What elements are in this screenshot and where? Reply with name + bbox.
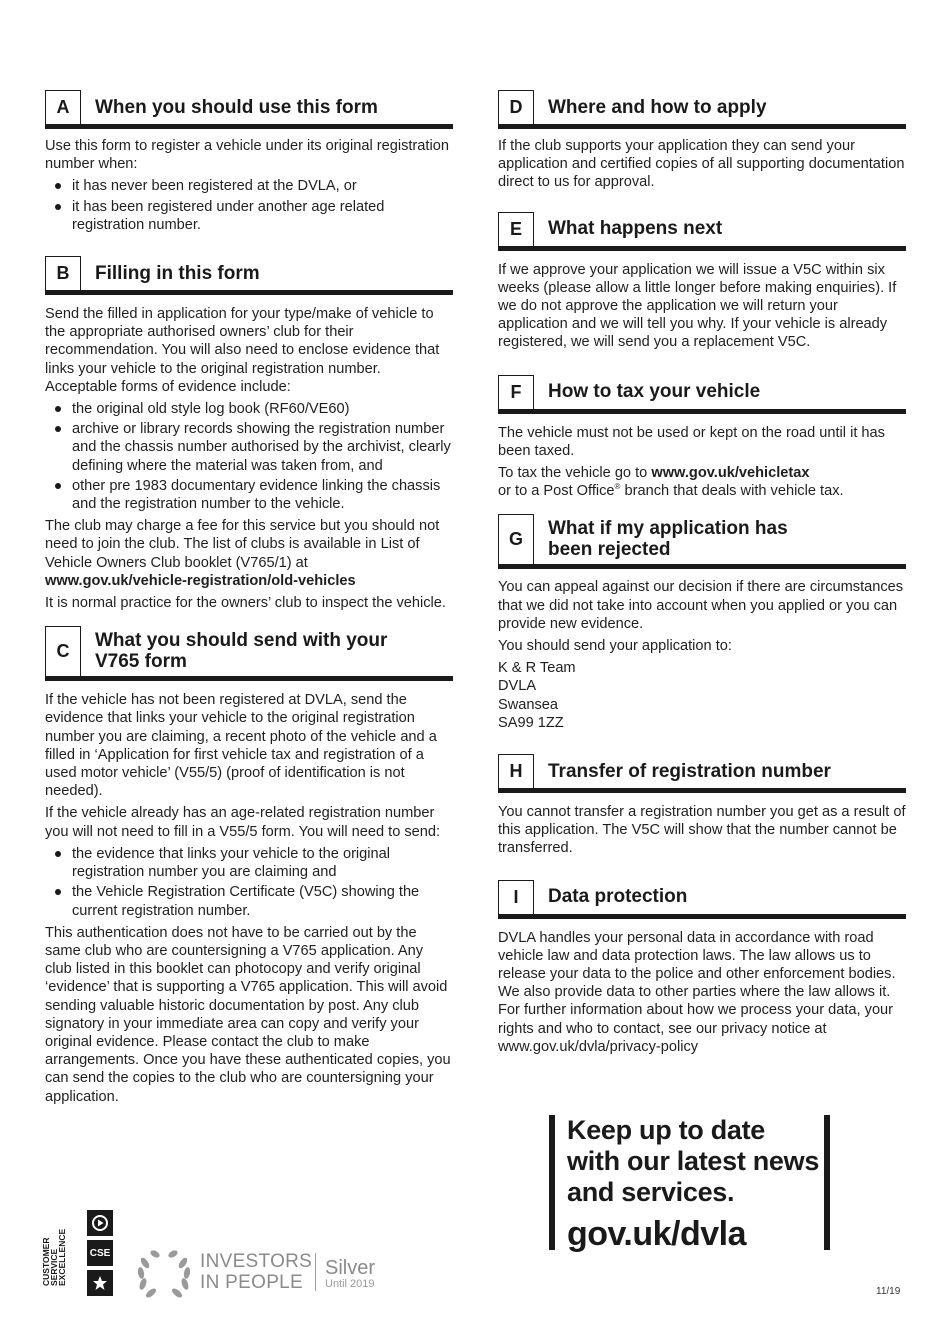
section-letter: A (45, 90, 81, 124)
bullet-list (45, 845, 453, 920)
paragraph: Send the filled in application for your type/make of vehicle to the appropriate authorised owners’ club for their recommendation. You will also need to enclose evidence that links your vehicle to the original registration number. Acceptable forms of evidence include: (45, 306, 440, 395)
cse-word: EXCELLENCE (57, 1228, 67, 1286)
paragraph: This authentication does not have to be carried out by the same club who are countersigning a V765 application. Any club listed in this booklet can photocopy and verify original ‘evidence’ that is supporting a V765 application. This will avoid sending valuable historic documentation by post. Any club signatory in your immediate area can copy and verify your original evidence. Please contact the club to make arrangements. Once you have these authenticated copies, you can send the copies to the club who are countersigning your application. (45, 924, 451, 1105)
section-a-body (45, 137, 453, 234)
section-h-header (498, 754, 906, 793)
old-vehicles-link[interactable]: www.gov.uk/vehicle-registration/old-vehicles (45, 572, 356, 589)
section-b-body (45, 305, 453, 612)
iip-line: INVESTORS (200, 1251, 313, 1272)
section-g-body (498, 578, 906, 732)
section-a (45, 90, 453, 234)
section-title: Data protection (548, 886, 688, 908)
section-c (45, 626, 453, 1105)
address-line: Swansea (498, 696, 559, 713)
iip-name (200, 1251, 312, 1293)
section-c-header (45, 626, 453, 681)
section-title: What happens next (548, 218, 723, 240)
section-h-body (498, 803, 906, 858)
cse-word: CUSTOMER (41, 1237, 51, 1286)
paragraph-text: or to a Post Office (498, 483, 615, 500)
list-item: archive or library records showing the registration number and the chassis number authorised by the archivist, clearly defining where the material was taken from, and (45, 420, 453, 475)
promo-line: Keep up to date (567, 1115, 766, 1145)
bullet-list (45, 400, 453, 513)
section-i-body (498, 929, 906, 1056)
vehicletax-link[interactable]: www.gov.uk/vehicletax (651, 465, 810, 482)
list-item: it has been registered under another age related registration number. (45, 198, 453, 234)
section-title: Transfer of registration number (548, 760, 831, 782)
list-item: other pre 1983 documentary evidence linking the chassis and the registration number to the vehicle. (45, 477, 453, 513)
cse-badge: CSE (87, 1240, 113, 1266)
section-b (45, 256, 453, 612)
section-letter: I (498, 880, 534, 914)
iip-level: Silver (325, 1257, 376, 1279)
section-letter: C (45, 626, 81, 676)
paragraph: You should send your application to: (498, 638, 732, 655)
paragraph: If the vehicle has not been registered at DVLA, send the evidence that links your vehicle to the original registration number you are claiming, a recent photo of the vehicle and a filled in ‘Application for first vehicle tax and registration of a used motor vehicle’ (V55/5) (proof of identification is not needed). (45, 692, 437, 800)
section-letter: B (45, 256, 81, 290)
play-icon (87, 1210, 113, 1236)
section-letter: G (498, 514, 534, 564)
address-line: DVLA (498, 678, 537, 695)
section-b-header (45, 256, 453, 295)
section-title-line: been rejected (548, 539, 671, 561)
list-item: the Vehicle Registration Certificate (V5C) showing the current registration number. (45, 883, 453, 919)
section-f-body (498, 424, 906, 501)
paragraph: You can appeal against our decision if there are circumstances that we did not take into account when you applied or you can provide new evidence. (498, 579, 904, 632)
star-icon (87, 1270, 113, 1296)
section-title-line: V765 form (95, 651, 187, 673)
cse-word: SERVICE (49, 1248, 59, 1286)
paragraph: Use this form to register a vehicle under its original registration number when: (45, 138, 449, 173)
section-letter: E (498, 212, 534, 246)
laurel-wreath-icon (135, 1245, 193, 1301)
address-line: SA99 1ZZ (498, 714, 564, 731)
paragraph-text: To tax the vehicle go to (498, 465, 648, 482)
left-column (45, 90, 453, 1106)
registered-mark: ® (614, 482, 621, 492)
section-i-header (498, 880, 906, 919)
section-title: When you should use this form (95, 96, 378, 118)
dvla-website-link[interactable]: gov.uk/dvla (567, 1215, 747, 1253)
postal-address (498, 659, 906, 732)
divider (315, 1253, 316, 1291)
promo-box (549, 1115, 830, 1253)
section-a-header (45, 90, 453, 129)
paragraph: If we approve your application we will issue a V5C within six weeks (please allow a little longer before making enquiries). If we do not approve the application we will return your application and we will tell you why. If your vehicle is already registered, we will send you a replacement V5C. (498, 261, 897, 351)
paragraph (498, 464, 906, 500)
section-letter: D (498, 90, 534, 124)
section-title: Where and how to apply (548, 96, 767, 118)
cse-vertical-text (42, 1224, 66, 1286)
section-title (548, 518, 788, 560)
section-title-line: What if my application has (548, 518, 788, 540)
iip-until: Until 2019 (325, 1278, 375, 1290)
document-code: 11/19 (876, 1286, 901, 1297)
section-letter: F (498, 375, 534, 409)
section-e-header (498, 212, 906, 251)
right-column (498, 90, 906, 1056)
address-line: K & R Team (498, 660, 576, 677)
promo-line: with our latest news (567, 1146, 820, 1176)
paragraph: The vehicle must not be used or kept on the road until it has been taxed. (498, 424, 885, 459)
section-g-header (498, 514, 906, 569)
section-c-body (45, 691, 453, 1105)
list-item: the evidence that links your vehicle to the original registration number you are claiming and (45, 845, 453, 881)
bullet-list (45, 177, 453, 234)
paragraph: It is normal practice for the owners’ club to inspect the vehicle. (45, 595, 446, 612)
section-title-line: What you should send with your (95, 630, 388, 652)
paragraph-text: branch that deals with vehicle tax. (624, 483, 844, 500)
iip-line: IN PEOPLE (200, 1272, 304, 1293)
section-d-body (498, 137, 906, 192)
paragraph: You cannot transfer a registration number you get as a result of this application. The V5C will show that the number cannot be transferred. (498, 804, 906, 857)
paragraph: If the club supports your application they can send your application and certified copies of all supporting documentation direct to us for approval. (498, 138, 905, 191)
section-e (498, 212, 906, 352)
section-f (498, 375, 906, 501)
section-d (498, 90, 906, 192)
section-d-header (498, 90, 906, 129)
cse-logo (41, 1205, 123, 1300)
list-item: it has never been registered at the DVLA, or (45, 177, 453, 195)
section-f-header (498, 375, 906, 414)
section-h (498, 754, 906, 858)
list-item: the original old style log book (RF60/VE60) (45, 400, 453, 418)
paragraph: DVLA handles your personal data in accordance with road vehicle law and data protection laws. The law allows us to release your data to the police and other enforcement bodies. We also provide data to other parties where the law allows it. For further information about how we process your data, your rights and who to contact, see our privacy notice at www.gov.uk/dvla/privacy-policy (498, 929, 896, 1055)
section-i (498, 880, 906, 1056)
section-e-body (498, 261, 906, 352)
paragraph (45, 517, 453, 590)
investors-in-people-logo (135, 1243, 385, 1303)
section-g (498, 514, 906, 732)
paragraph-text: The club may charge a fee for this service but you should not need to join the club. The list of clubs is available in List of Vehicle Owners Club booklet (V765/1) at (45, 518, 440, 571)
promo-line: and services. (567, 1177, 735, 1207)
section-letter: H (498, 754, 534, 788)
section-title (95, 630, 387, 672)
paragraph: If the vehicle already has an age-related registration number you will not need to fill in a V55/5 form. You will need to send: (45, 805, 441, 840)
section-title: How to tax your vehicle (548, 381, 761, 403)
section-title: Filling in this form (95, 262, 260, 284)
